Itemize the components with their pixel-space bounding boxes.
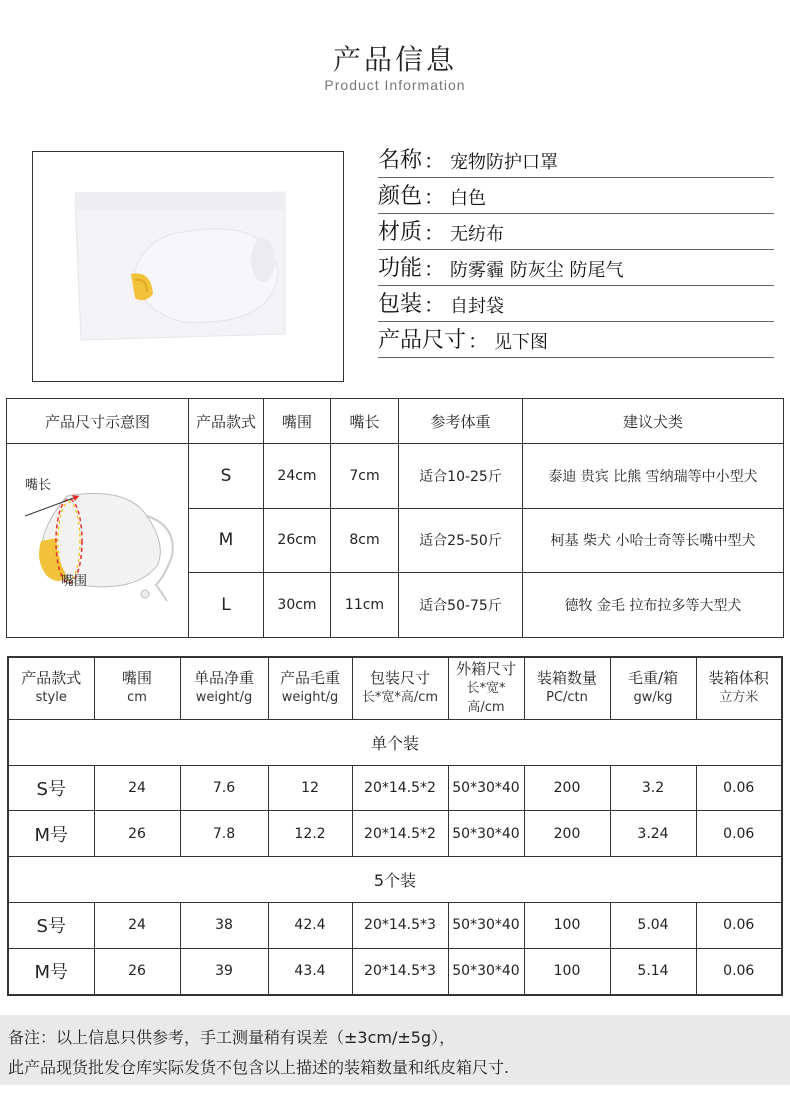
packing-header-zh: 装箱数量 <box>536 669 597 688</box>
info-key: 材质 <box>378 220 423 245</box>
packing-style-cell: M号 <box>8 948 94 995</box>
packing-cell: 200 <box>524 765 610 811</box>
size-header: 产品尺寸示意图 <box>7 399 189 444</box>
packing-cell: 39 <box>180 948 268 995</box>
info-value: 防雾霾 防灰尘 防尾气 <box>450 260 624 281</box>
page-subtitle: Product Information <box>324 77 466 93</box>
packing-cell: 7.8 <box>180 811 268 857</box>
product-photo <box>32 151 344 382</box>
info-separator: ： <box>468 329 489 353</box>
packing-cell: 24 <box>94 903 180 949</box>
info-key: 产品尺寸 <box>378 328 467 353</box>
packing-cell: 26 <box>94 811 180 857</box>
packing-header-zh: 产品款式 <box>21 669 82 688</box>
packing-cell: 50*30*40 <box>448 811 524 857</box>
size-circ-cell: 30cm <box>264 573 331 638</box>
size-weight-cell: 适合50-75斤 <box>399 573 523 638</box>
info-separator: ： <box>424 149 445 173</box>
size-header: 参考体重 <box>399 399 523 444</box>
packing-style-cell: S号 <box>8 765 94 811</box>
size-dogs-cell: 柯基 柴犬 小哈士奇等长嘴中型犬 <box>523 508 784 573</box>
packing-header-en: 长*宽*高/cm <box>361 690 439 706</box>
diagram-circumference-label: 嘴围 <box>61 574 88 589</box>
info-separator: ： <box>424 293 445 317</box>
packing-header <box>524 657 610 719</box>
packing-row <box>8 811 782 857</box>
packing-cell: 20*14.5*3 <box>352 903 448 949</box>
packing-header <box>268 657 352 719</box>
packing-cell: 5.14 <box>610 948 696 995</box>
packing-style-cell: S号 <box>8 903 94 949</box>
packing-header-en: weight/g <box>195 690 253 706</box>
packing-cell: 0.06 <box>696 811 782 857</box>
info-value: 宠物防护口罩 <box>450 152 559 173</box>
size-weight-cell: 适合25-50斤 <box>399 508 523 573</box>
packing-cell: 50*30*40 <box>448 765 524 811</box>
size-dogs-cell: 德牧 金毛 拉布拉多等大型犬 <box>523 573 784 638</box>
info-row <box>378 250 774 286</box>
packing-cell: 3.2 <box>610 765 696 811</box>
info-row <box>378 286 774 322</box>
info-row <box>378 142 774 178</box>
size-header: 嘴长 <box>331 399 399 444</box>
packing-cell: 50*30*40 <box>448 948 524 995</box>
remark-line-1: 备注：以上信息只供参考，手工测量稍有误差（±3cm/±5g）， <box>8 1028 456 1047</box>
size-len-cell: 7cm <box>331 444 399 509</box>
product-bag-image <box>33 152 344 382</box>
size-style-cell: S <box>189 444 264 509</box>
packing-cell: 20*14.5*2 <box>352 765 448 811</box>
info-value: 自封袋 <box>450 296 505 317</box>
packing-header-en: PC/ctn <box>546 690 588 706</box>
packing-header <box>610 657 696 719</box>
packing-cell: 38 <box>180 903 268 949</box>
size-diagram-cell <box>7 444 189 638</box>
packing-header <box>94 657 180 719</box>
packing-cell: 0.06 <box>696 765 782 811</box>
packing-cell: 43.4 <box>268 948 352 995</box>
packing-header-zh: 产品毛重 <box>279 669 340 688</box>
packing-row <box>8 765 782 811</box>
packing-cell: 24 <box>94 765 180 811</box>
packing-cell: 5.04 <box>610 903 696 949</box>
info-value: 无纺布 <box>450 224 505 245</box>
packing-table <box>7 656 783 996</box>
packing-header <box>448 657 524 719</box>
info-separator: ： <box>424 257 445 281</box>
size-circ-cell: 24cm <box>264 444 331 509</box>
packing-cell: 12 <box>268 765 352 811</box>
packing-cell: 20*14.5*2 <box>352 811 448 857</box>
remark-line-2: 此产品现货批发仓库实际发货不包含以上描述的装箱数量和纸皮箱尺寸. <box>8 1058 510 1077</box>
packing-header <box>180 657 268 719</box>
packing-header-en: cm <box>127 690 147 706</box>
packing-cell: 0.06 <box>696 903 782 949</box>
packing-header-en: gw/kg <box>633 690 673 706</box>
size-header: 产品款式 <box>189 399 264 444</box>
packing-header <box>352 657 448 719</box>
packing-cell: 7.6 <box>180 765 268 811</box>
packing-cell: 100 <box>524 948 610 995</box>
page-title: 产品信息 <box>332 43 457 76</box>
size-style-cell: L <box>189 573 264 638</box>
packing-header-zh: 嘴围 <box>121 669 152 688</box>
packing-row <box>8 948 782 995</box>
size-table <box>6 398 784 638</box>
size-dogs-cell: 泰迪 贵宾 比熊 雪纳瑞等中小型犬 <box>523 444 784 509</box>
info-value: 白色 <box>450 188 487 209</box>
info-row <box>378 214 774 250</box>
packing-header-en: 立方米 <box>719 690 759 706</box>
diagram-length-label: 嘴长 <box>25 478 52 493</box>
info-row <box>378 178 774 214</box>
info-key: 功能 <box>378 256 423 281</box>
size-header: 建议犬类 <box>523 399 784 444</box>
section-title: 5个装 <box>8 857 782 903</box>
packing-header-en: 长*宽*高/cm <box>466 680 506 715</box>
packing-header-zh: 包装尺寸 <box>369 669 430 688</box>
packing-cell: 3.24 <box>610 811 696 857</box>
size-len-cell: 11cm <box>331 573 399 638</box>
packing-cell: 20*14.5*3 <box>352 948 448 995</box>
info-separator: ： <box>424 221 445 245</box>
size-len-cell: 8cm <box>331 508 399 573</box>
info-row <box>378 322 774 358</box>
packing-cell: 42.4 <box>268 903 352 949</box>
packing-cell: 12.2 <box>268 811 352 857</box>
size-weight-cell: 适合10-25斤 <box>399 444 523 509</box>
packing-cell: 50*30*40 <box>448 903 524 949</box>
product-info-list <box>378 142 774 358</box>
packing-header-zh: 毛重/箱 <box>627 669 679 688</box>
info-key: 颜色 <box>378 184 423 209</box>
packing-cell: 100 <box>524 903 610 949</box>
packing-row <box>8 903 782 949</box>
packing-cell: 0.06 <box>696 948 782 995</box>
remark-box <box>0 1015 790 1085</box>
section-title: 单个装 <box>8 719 782 765</box>
packing-header-zh: 单品净重 <box>193 669 254 688</box>
packing-cell: 200 <box>524 811 610 857</box>
packing-header-en: weight/g <box>281 690 339 706</box>
packing-style-cell: M号 <box>8 811 94 857</box>
packing-header-en: style <box>35 690 67 706</box>
size-style-cell: M <box>189 508 264 573</box>
packing-header-zh: 外箱尺寸 <box>455 659 516 678</box>
packing-cell: 26 <box>94 948 180 995</box>
packing-header <box>696 657 782 719</box>
packing-header-zh: 装箱体积 <box>708 669 769 688</box>
size-circ-cell: 26cm <box>264 508 331 573</box>
size-header: 嘴围 <box>264 399 331 444</box>
info-separator: ： <box>424 185 445 209</box>
info-key: 包装 <box>378 292 423 317</box>
info-key: 名称 <box>378 148 423 173</box>
info-value: 见下图 <box>494 332 549 353</box>
packing-header <box>8 657 94 719</box>
